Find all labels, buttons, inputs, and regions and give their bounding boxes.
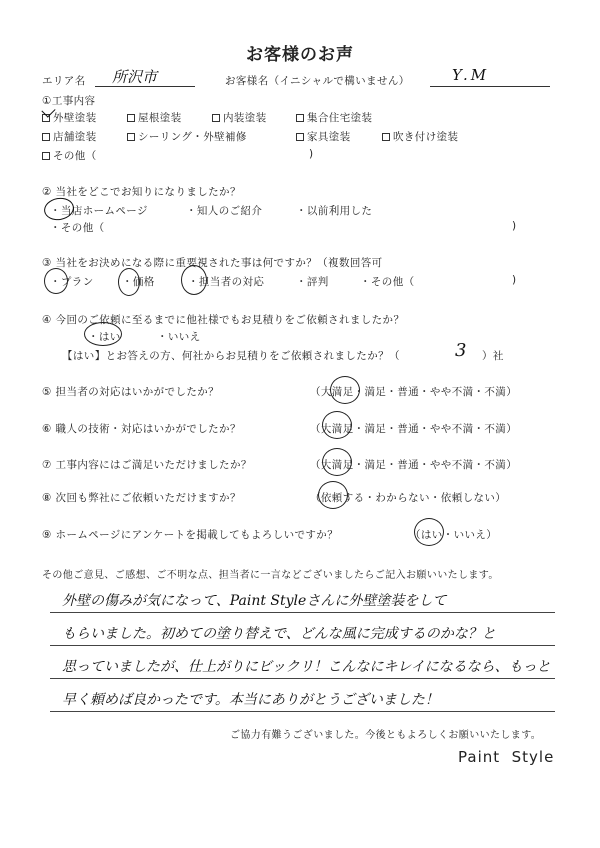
checkbox xyxy=(42,133,50,141)
checkbox xyxy=(42,152,50,160)
checkbox xyxy=(127,114,135,122)
q1-option-exterior: 外壁塗装 xyxy=(42,110,97,125)
comment-rule xyxy=(50,678,555,679)
q4-option-yes: ・はい xyxy=(88,331,121,343)
q5-label: ⑤ 担当者の対応はいかがでしたか？ xyxy=(42,386,220,398)
q6-scale: （大満足・満足・普通・やや不満・不満） xyxy=(310,423,518,435)
q5-scale: （大満足・満足・普通・やや不満・不満） xyxy=(310,386,518,398)
checkbox xyxy=(127,133,135,141)
comment-line: 外壁の傷みが気になって、Paint Styleさんに外壁塗装をして xyxy=(62,593,447,609)
q3-label: ③ 当社をお決めになる際に重要視された事は何ですか？（複数回答可 xyxy=(42,257,383,269)
q2-option-homepage: ・当店ホームページ xyxy=(50,205,148,217)
q3-option-plan: ・プラン xyxy=(50,276,94,288)
q3-option-reputation: ・評判 xyxy=(296,276,329,288)
page-title: お客様のお声 xyxy=(246,45,354,65)
q4-unit: ）社 xyxy=(482,350,504,362)
q1-option-interior: 内装塗装 xyxy=(212,110,267,125)
q4-label: ④ 今回のご依頼に至るまでに他社様でもお見積りをご依頼されましたか？ xyxy=(42,314,405,326)
q4-option-no: ・いいえ xyxy=(157,331,201,343)
q9-scale: （はい・いいえ） xyxy=(410,529,498,541)
area-label: エリア名 xyxy=(42,75,86,87)
checkbox xyxy=(212,114,220,122)
comment-rule xyxy=(50,645,555,646)
comment-rule xyxy=(50,612,555,613)
q7-scale: （大満足・満足・普通・やや不満・不満） xyxy=(310,459,518,471)
answer-circle xyxy=(44,268,68,294)
q8-scale: （依頼する・わからない・依頼しない） xyxy=(310,492,507,504)
q7-label: ⑦ 工事内容にはご満足いただけましたか？ xyxy=(42,459,252,471)
brand-logo: Paint Style xyxy=(458,748,555,766)
q3-option-price: ・価格 xyxy=(122,276,155,288)
q3-option-other: ・その他（ xyxy=(360,276,415,288)
checkbox xyxy=(382,133,390,141)
answer-circle xyxy=(181,265,207,295)
q1-option-furniture: 家具塗装 xyxy=(296,129,351,144)
q3-option-staff: ・担当者の対応 xyxy=(188,276,265,288)
q1-label: ①工事内容 xyxy=(42,95,96,107)
q2-option-referral: ・知人のご紹介 xyxy=(186,205,263,217)
answer-circle xyxy=(318,481,348,509)
q8-label: ⑧ 次回も弊社にご依頼いただけますか？ xyxy=(42,492,241,504)
q1-option-roof: 屋根塗装 xyxy=(127,110,182,125)
q1-option-spray: 吹き付け塗装 xyxy=(382,129,458,144)
answer-circle xyxy=(322,448,352,476)
name-value: Y.M xyxy=(452,66,490,84)
q1-other-close: ) xyxy=(309,148,314,160)
answer-circle xyxy=(414,518,444,546)
q2-option-repeat: ・以前利用した xyxy=(296,205,373,217)
comments-prompt: その他ご意見、ご感想、ご不明な点、担当者に一言などございましたらご記入お願いいたします。 xyxy=(42,570,499,581)
answer-circle xyxy=(42,196,75,223)
thanks-text: ご協力有難うございました。今後ともよろしくお願いいたします。 xyxy=(230,730,542,741)
comment-line: 思っていましたが、仕上がりにビックリ！こんなにキレイになるなら、もっと xyxy=(62,659,551,675)
checkbox xyxy=(296,114,304,122)
answer-circle xyxy=(330,376,360,404)
q1-option-store: 店舗塗装 xyxy=(42,129,97,144)
q2-label: ② 当社をどこでお知りになりましたか？ xyxy=(42,186,241,198)
name-underline xyxy=(430,86,550,87)
q1-option-sealing: シーリング・外壁補修 xyxy=(127,129,247,144)
area-value: 所沢市 xyxy=(112,68,158,86)
comment-line: 早く頼めば良かったです。本当にありがとうございました！ xyxy=(62,692,439,708)
answer-circle xyxy=(84,322,122,346)
q4-count: 3 xyxy=(455,340,467,361)
comment-line: もらいました。初めての塗り替えで、どんな風に完成するのかな？と xyxy=(62,626,496,642)
q1-option-apartment: 集合住宅塗装 xyxy=(296,110,372,125)
q2-option-other: ・その他（ xyxy=(50,222,105,234)
q9-label: ⑨ ホームページにアンケートを掲載してもよろしいですか？ xyxy=(42,529,339,541)
name-label: お客様名（イニシャルで構いません） xyxy=(225,75,410,87)
comment-rule xyxy=(50,711,555,712)
answer-circle xyxy=(118,268,140,296)
q4-followup: 【はい】とお答えの方、何社からお見積りをご依頼されましたか？（ xyxy=(62,350,400,362)
q6-label: ⑥ 職人の技術・対応はいかがでしたか？ xyxy=(42,423,241,435)
q2-other-close: ) xyxy=(512,220,517,232)
q1-option-other: その他（ xyxy=(42,148,97,163)
answer-circle xyxy=(322,411,352,439)
area-underline xyxy=(95,86,195,87)
q3-other-close: ) xyxy=(512,274,517,286)
checkbox xyxy=(296,133,304,141)
